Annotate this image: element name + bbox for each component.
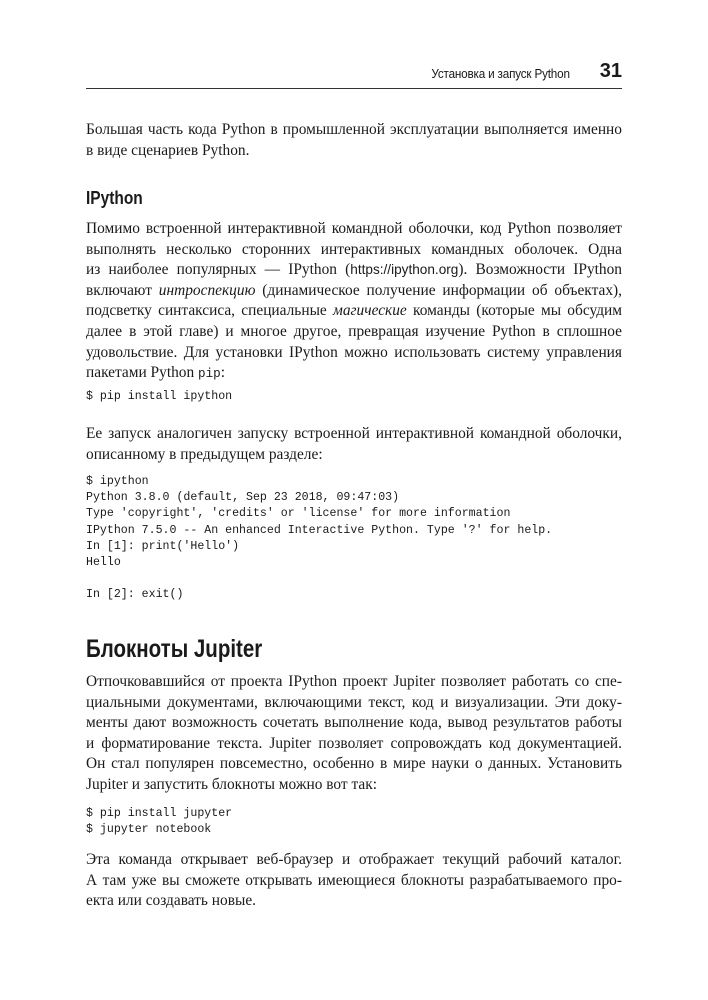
code-block-ipython-session: $ ipython Python 3.8.0 (default, Sep 23 2018, 09:47:03) Type 'copyright', 'credits' or 'license' for more information IPython 7.5.0 -- An enhanced Interactive Python. Type '?' for help. In [1]: print('Hello') Hello In [2]: exit() bbox=[86, 475, 553, 602]
text-line bbox=[86, 363, 622, 385]
jupiter-paragraph bbox=[86, 672, 622, 796]
ipython-launch-paragraph bbox=[86, 424, 622, 465]
text-line: далее в этой главе) и многое другое, превращая изучение Python в сплошное bbox=[86, 322, 622, 340]
text-line: Jupiter и запустить блокноты можно вот так: bbox=[86, 775, 377, 793]
text-span: включают bbox=[86, 281, 159, 299]
text-line: А там уже вы сможете открывать имеющиеся блокноты разрабатываемого про- bbox=[86, 871, 622, 889]
text-span: подсветку синтаксиса, специальные bbox=[86, 302, 334, 320]
running-header bbox=[86, 58, 622, 89]
text-span: ). Возможности IPython bbox=[458, 261, 622, 279]
ipython-url-link[interactable]: https://ipython.org bbox=[350, 262, 459, 278]
text-line: Большая часть кода Python в промышленной эксплуатации выполняется именно bbox=[86, 121, 622, 138]
text-span: пакетами Python bbox=[86, 364, 199, 382]
code-block-pip-ipython: $ pip install ipython bbox=[86, 390, 233, 403]
text-line: в виде сценариев Python. bbox=[86, 141, 250, 159]
jupiter-heading: Блокноты Jupiter bbox=[86, 635, 263, 663]
intro-paragraph bbox=[86, 120, 622, 161]
text-line: Помимо встроенной интерактивной командной оболочки, код Python позволяет bbox=[86, 220, 622, 237]
text-line: удовольствие. Для установки IPython можно использовать систему управления bbox=[86, 343, 622, 361]
text-line: и форматирование текста. Jupiter позволяет сопровождать код документацией. bbox=[86, 734, 622, 752]
text-line bbox=[86, 260, 622, 281]
text-line: Эта команда открывает веб-браузер и отображает текущий рабочий каталог. bbox=[86, 851, 622, 868]
emphasis-term: интроспекцию bbox=[158, 281, 256, 299]
text-span: из наиболее популярных — IPython ( bbox=[86, 261, 351, 279]
jupiter-closing-paragraph bbox=[86, 850, 622, 912]
text-line: Ее запуск аналогичен запуску встроенной интерактивной командной оболочки, bbox=[86, 425, 622, 442]
text-line bbox=[86, 281, 622, 302]
text-line: менты дают возможность сочетать выполнение кода, вывод результатов работы bbox=[86, 714, 622, 732]
text-line: Он стал популярен повсеместно, особенно в мире науки о данных. Установить bbox=[86, 755, 622, 773]
chapter-title: Установка и запуск Python bbox=[431, 66, 570, 81]
ipython-heading: IPython bbox=[86, 188, 143, 208]
text-line: екта или создавать новые. bbox=[86, 892, 256, 910]
ipython-paragraph bbox=[86, 219, 622, 385]
text-line: Отпочковавшийся от проекта IPython проект Jupiter позволяет работать со спе- bbox=[86, 673, 622, 690]
text-span: (динамическое получение информации об объектах), bbox=[255, 281, 622, 299]
text-line: выполнять несколько сторонних интерактивных командных оболочек. Одна bbox=[86, 240, 622, 258]
text-line bbox=[86, 301, 622, 322]
inline-code: pip bbox=[198, 367, 221, 382]
text-line: циальными документами, включающими текст, код и визуализации. Эти доку- bbox=[86, 693, 622, 711]
page-number: 31 bbox=[599, 60, 622, 82]
text-line: описанному в предыдущем разделе: bbox=[86, 445, 323, 463]
code-block-jupyter: $ pip install jupyter $ jupyter notebook bbox=[86, 807, 233, 837]
emphasis-term: магические bbox=[333, 302, 407, 320]
text-span: : bbox=[220, 364, 225, 382]
text-span: команды (которые мы обсудим bbox=[406, 302, 622, 320]
